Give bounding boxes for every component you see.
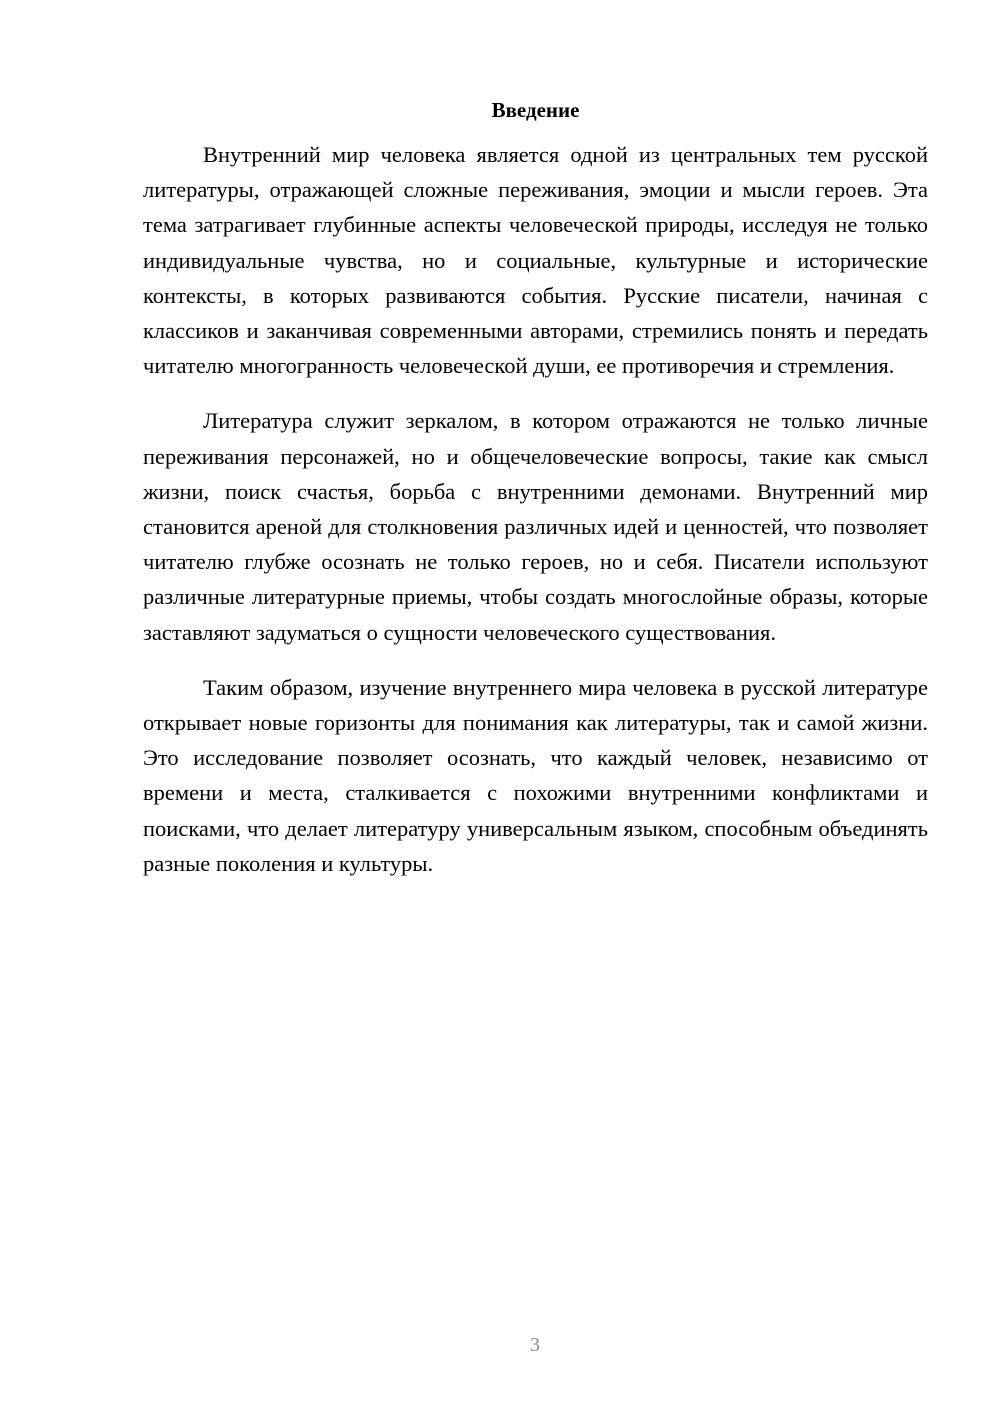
paragraph-2: Литература служит зеркалом, в котором отражаются не только личные переживания персонажей, но и общечеловеческие вопросы, такие как смысл жизни, поиск счастья, борьба с внутренними демонами. Внутренний мир становится ареной для столкновения различных идей и ценностей, что позволяет читателю глубже осознать не только героев, но и себя. Писатели используют различные литературные приемы, чтобы создать многослойные образы, которые заставляют задуматься о сущности человеческого существования.	[143, 408, 928, 645]
paragraph-1: Внутренний мир человека является одной из центральных тем русской литературы, отражающей сложные переживания, эмоции и мысли героев. Эта тема затрагивает глубинные аспекты человеческой природы, исследуя не только индивидуальные чувства, но и социальные, культурные и исторические контексты, в которых развиваются события. Русские писатели, начиная с классиков и заканчивая современными авторами, стремились понять и передать читателю многогранность человеческой души, ее противоречия и стремления.	[143, 142, 928, 379]
paragraph-3: Таким образом, изучение внутреннего мира человека в русской литературе открывает новые горизонты для понимания как литературы, так и самой жизни. Это исследование позволяет осознать, что каждый человек, независимо от времени и места, сталкивается с похожими внутренними конфликтами и поисками, что делает литературу универсальным языком, способным объединять разные поколения и культуры.	[143, 674, 928, 876]
page-content	[143, 95, 928, 901]
page-number: 3	[530, 1334, 540, 1356]
section-title: Введение	[491, 98, 580, 122]
